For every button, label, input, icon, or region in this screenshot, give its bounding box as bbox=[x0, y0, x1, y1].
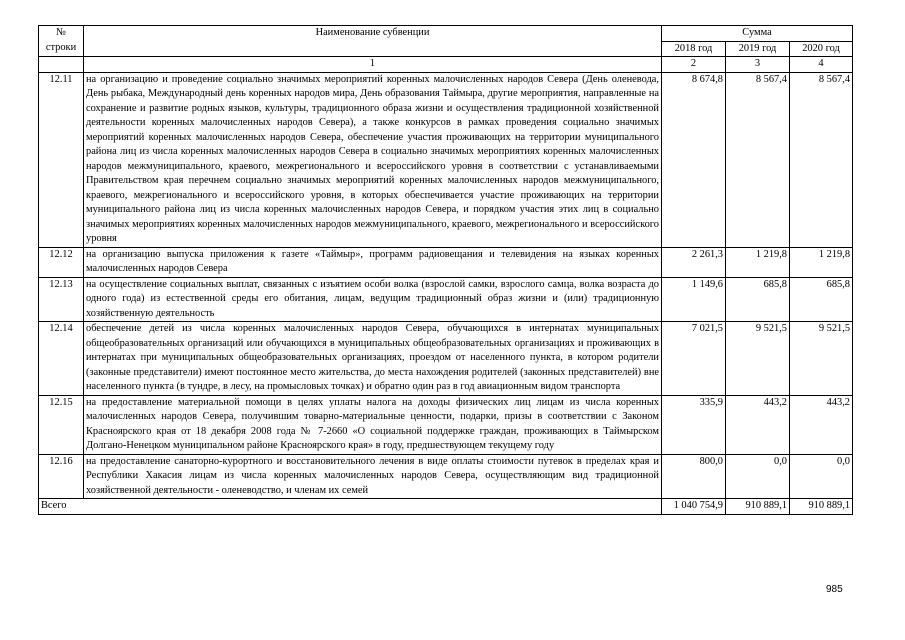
row-number: 12.15 bbox=[39, 395, 84, 454]
table-row bbox=[39, 395, 853, 454]
year-2020-header: 2020 год bbox=[790, 41, 853, 57]
value-2018: 1 149,6 bbox=[662, 277, 726, 322]
value-2018: 2 261,3 bbox=[662, 247, 726, 277]
row-description: на организацию выпуска приложения к газете «Таймыр», программ радиовещания и телевидения на языках коренных малочисленных народов Севера bbox=[84, 247, 662, 277]
name-header: Наименование субвенции bbox=[84, 26, 662, 57]
table-row bbox=[39, 322, 853, 396]
year-2018-header: 2018 год bbox=[662, 41, 726, 57]
row-description: на организацию и проведение социально значимых мероприятий коренных малочисленных народов Севера (День оленевода, День рыбака, Международный день коренных народов мира, День образования Таймыра, другие мероприятия, направленные на сохранение и развитие родных языков, культуры, традиционного образа жизни и осуществления традиционной хозяйственной деятельности коренных малочисленных народов Севера), а также конкурсов в рамках проведения социально значимых мероприятий коренных малочисленных народов Севера, обеспечение участия проживающих на территории муниципального района лиц из числа коренных малочисленных народов Севера в социально значимых мероприятиях коренных малочисленных народов межмуниципального, краевого, межрегионального и всероссийского уровня в соответствии с устанавливаемыми Правительством края перечнем социально значимых мероприятий коренных малочисленных народов межмуниципального, краевого, межрегионального и всероссийского уровня, в которых обеспечивается участие проживающих на территории муниципального района лиц из числа коренных малочисленных народов Севера, и порядком участия этих лиц в социально значимых мероприятиях коренных малочисленных народов межмуниципального, краевого, межрегионального и всероссийского уровня bbox=[84, 72, 662, 247]
subvention-table bbox=[38, 25, 853, 515]
year-2019-header: 2019 год bbox=[726, 41, 790, 57]
sum-header: Сумма bbox=[662, 26, 853, 42]
row-number-header-bottom: строки bbox=[45, 41, 77, 53]
header-row-1 bbox=[39, 26, 853, 42]
row-description: на осуществление социальных выплат, связанных с изъятием особи волка (взрослой самки, взрослого самца, волка возраста до одного года) из естественной среды его обитания, лицам, ведущим традиционный образ жизни и (или) традиционную хозяйственную деятельность bbox=[84, 277, 662, 322]
value-2018: 8 674,8 bbox=[662, 72, 726, 247]
row-description: обеспечение детей из числа коренных малочисленных народов Севера, обучающихся в интернатах муниципальных общеобразовательных организаций или обучающихся в муниципальных общеобразовательных организациях и проживающих в интернатах при муниципальных общеобразовательных организациях, проездом от населенного пункта, в котором родители (законные представители) имеют постоянное место жительства, до места нахождения родителей (законных представителей) вне населенного пункта (в тундре, в лесу, на промысловых точках) и обратно один раз в год авиационным видом транспорта bbox=[84, 322, 662, 396]
table-row bbox=[39, 247, 853, 277]
value-2019: 443,2 bbox=[726, 395, 790, 454]
value-2018: 800,0 bbox=[662, 454, 726, 499]
value-2020: 8 567,4 bbox=[790, 72, 853, 247]
total-2020: 910 889,1 bbox=[790, 499, 853, 515]
total-row bbox=[39, 499, 853, 515]
row-number-header bbox=[39, 26, 84, 57]
column-number-3: 3 bbox=[726, 57, 790, 73]
value-2020: 0,0 bbox=[790, 454, 853, 499]
value-2018: 335,9 bbox=[662, 395, 726, 454]
column-number-2: 2 bbox=[662, 57, 726, 73]
value-2020: 9 521,5 bbox=[790, 322, 853, 396]
row-number: 12.11 bbox=[39, 72, 84, 247]
table-row bbox=[39, 454, 853, 499]
row-number: 12.12 bbox=[39, 247, 84, 277]
value-2019: 1 219,8 bbox=[726, 247, 790, 277]
value-2019: 8 567,4 bbox=[726, 72, 790, 247]
value-2019: 0,0 bbox=[726, 454, 790, 499]
value-2020: 685,8 bbox=[790, 277, 853, 322]
value-2019: 9 521,5 bbox=[726, 322, 790, 396]
total-label: Всего bbox=[39, 499, 662, 515]
column-number-1: 1 bbox=[84, 57, 662, 73]
page-number: 985 bbox=[826, 584, 843, 595]
row-description: на предоставление санаторно-курортного и восстановительного лечения в виде оплаты стоимости путевок в пределах края и Республики Хакасия лицам из числа коренных малочисленных народов Севера, осуществляющим вид традиционной хозяйственной деятельности - оленеводство, и членам их семей bbox=[84, 454, 662, 499]
column-number-row bbox=[39, 57, 853, 73]
row-number: 12.14 bbox=[39, 322, 84, 396]
value-2018: 7 021,5 bbox=[662, 322, 726, 396]
total-2018: 1 040 754,9 bbox=[662, 499, 726, 515]
column-number-4: 4 bbox=[790, 57, 853, 73]
row-number: 12.16 bbox=[39, 454, 84, 499]
total-2019: 910 889,1 bbox=[726, 499, 790, 515]
table-row bbox=[39, 72, 853, 247]
row-number: 12.13 bbox=[39, 277, 84, 322]
table-row bbox=[39, 277, 853, 322]
value-2019: 685,8 bbox=[726, 277, 790, 322]
row-number-header-top: № bbox=[56, 27, 66, 38]
value-2020: 443,2 bbox=[790, 395, 853, 454]
row-description: на предоставление материальной помощи в целях уплаты налога на доходы физических лиц лицам из числа коренных малочисленных народов Севера, получившим товарно-материальные ценности, подарки, призы в соответствии с Законом Красноярского края от 18 декабря 2008 года № 7-2660 «О социальной поддержке граждан, проживающих в Таймырском Долгано-Ненецком муниципальном районе Красноярского края» в году, предшествующем текущему году bbox=[84, 395, 662, 454]
column-number-empty bbox=[39, 57, 84, 73]
value-2020: 1 219,8 bbox=[790, 247, 853, 277]
